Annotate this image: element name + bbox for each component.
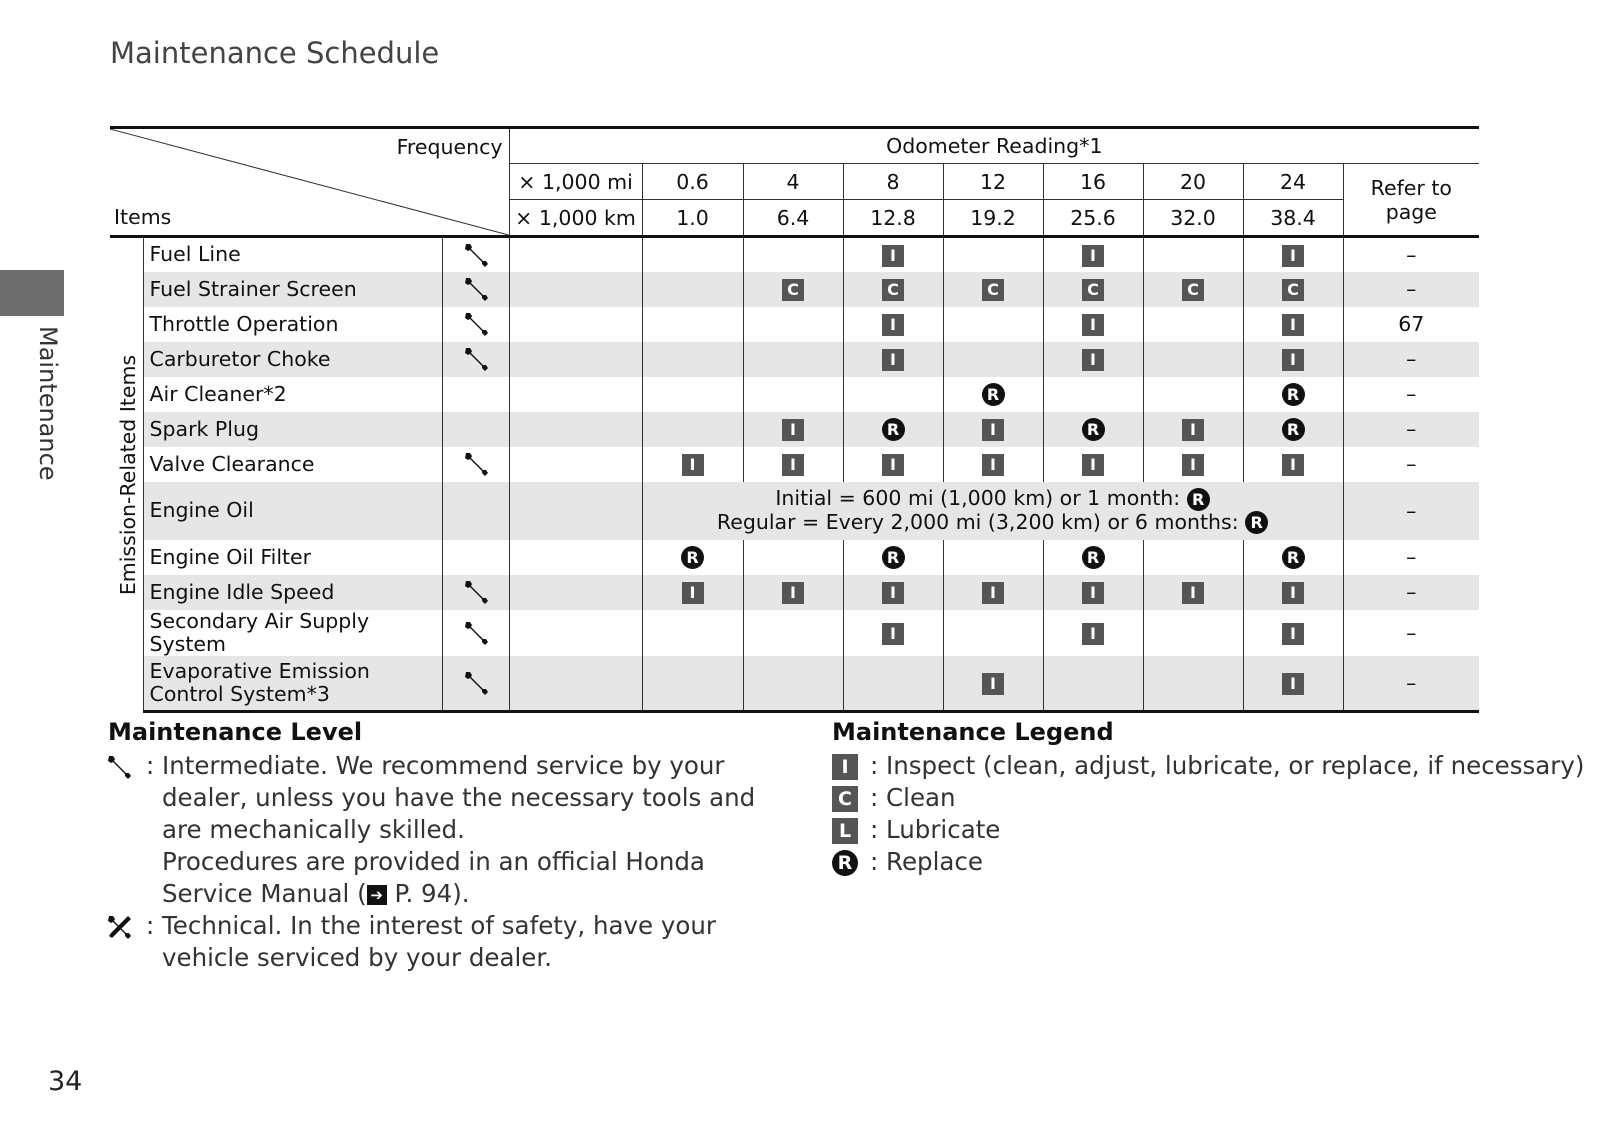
table-row <box>110 412 1479 447</box>
schedule-cell <box>843 610 943 656</box>
level-cell <box>442 610 509 656</box>
inspect-mark: I <box>882 349 904 371</box>
schedule-cell <box>743 412 843 447</box>
inspect-mark: I <box>882 623 904 645</box>
maintenance-legend-title: Maintenance Legend <box>832 718 1114 746</box>
mi-value: 24 <box>1243 164 1343 200</box>
clean-symbol-icon: C <box>832 786 858 812</box>
inspect-mark: I <box>1282 245 1304 267</box>
replace-mark: R <box>882 546 905 569</box>
schedule-cell <box>1043 540 1143 575</box>
schedule-cell <box>1143 610 1243 656</box>
schedule-cell <box>843 540 943 575</box>
item-name: Fuel Strainer Screen <box>143 272 442 307</box>
schedule-cell <box>1043 237 1143 272</box>
inspect-mark: I <box>1282 623 1304 645</box>
schedule-cell <box>943 307 1043 342</box>
arrow-reference-icon: ➔ <box>367 885 387 905</box>
item-name: Fuel Line <box>143 237 442 272</box>
schedule-cell <box>1043 447 1143 482</box>
table-row <box>110 377 1479 412</box>
schedule-cell <box>843 307 943 342</box>
level-cell <box>442 412 509 447</box>
refer-page: 67 <box>1398 312 1425 336</box>
schedule-cell <box>1243 575 1343 610</box>
technical-description: Technical. In the interest of safety, have your vehicle serviced by your dealer. <box>162 911 716 972</box>
level-cell <box>442 237 509 272</box>
schedule-cell <box>1243 656 1343 712</box>
inspect-mark: I <box>782 419 804 441</box>
schedule-cell <box>1243 540 1343 575</box>
legend-text: : Inspect (clean, adjust, lubricate, or replace, if necessary) <box>870 751 1585 780</box>
replace-mark: R <box>882 418 905 441</box>
refer-page: – <box>1406 545 1417 569</box>
items-label: Items <box>114 205 172 229</box>
maintenance-legend-section <box>832 750 1584 878</box>
group-label-cell <box>110 237 143 712</box>
refer-page: – <box>1343 412 1479 447</box>
schedule-cell <box>943 656 1043 712</box>
schedule-cell <box>1143 412 1243 447</box>
schedule-cell <box>1043 575 1143 610</box>
km-value: 25.6 <box>1043 200 1143 237</box>
unit-blank-cell <box>509 482 642 540</box>
clean-mark: C <box>882 279 904 301</box>
unit-blank-cell <box>509 610 642 656</box>
schedule-cell <box>1043 272 1143 307</box>
item-name: Evaporative Emission Control System*3 <box>143 656 442 712</box>
odometer-header: Odometer Reading*1 <box>509 128 1479 164</box>
unit-blank-cell <box>509 540 642 575</box>
schedule-cell <box>943 342 1043 377</box>
inspect-mark: I <box>982 419 1004 441</box>
replace-symbol-icon: R <box>832 850 858 876</box>
wrench-icon <box>463 276 489 300</box>
legend-text: : Replace <box>870 847 983 876</box>
schedule-cell <box>843 575 943 610</box>
schedule-cell <box>1243 307 1343 342</box>
legend-item <box>832 782 1584 814</box>
schedule-cell <box>743 342 843 377</box>
unit-blank-cell <box>509 447 642 482</box>
legend-item <box>832 814 1584 846</box>
inspect-mark: I <box>882 314 904 336</box>
refer-page: – <box>1343 272 1479 307</box>
mi-value: 16 <box>1043 164 1143 200</box>
wrench-icon <box>106 750 146 910</box>
schedule-cell <box>1043 342 1143 377</box>
schedule-cell <box>642 610 743 656</box>
lubricate-symbol-icon: L <box>832 818 858 844</box>
schedule-cell <box>943 412 1043 447</box>
km-value: 38.4 <box>1243 200 1343 237</box>
item-name: Engine Oil <box>143 482 442 540</box>
maintenance-level-title: Maintenance Level <box>108 718 363 746</box>
inspect-mark: I <box>1182 454 1204 476</box>
engine-oil-note: Initial = 600 mi (1,000 km) or 1 month: R Regular = Every 2,000 mi (3,200 km) or 6 months: R <box>642 482 1343 540</box>
level-cell <box>442 342 509 377</box>
table-row <box>110 272 1479 307</box>
schedule-cell <box>642 540 743 575</box>
schedule-cell <box>1243 447 1343 482</box>
wrench-icon <box>463 451 489 475</box>
schedule-cell <box>1143 342 1243 377</box>
schedule-cell <box>1043 656 1143 712</box>
table-row <box>110 656 1479 712</box>
section-label: Maintenance <box>34 326 62 481</box>
wrench-icon <box>463 346 489 370</box>
table-row <box>110 610 1479 656</box>
inspect-mark: I <box>1282 673 1304 695</box>
mi-value: 8 <box>843 164 943 200</box>
schedule-cell <box>1143 575 1243 610</box>
schedule-cell <box>943 575 1043 610</box>
schedule-cell <box>1143 307 1243 342</box>
schedule-cell <box>642 342 743 377</box>
km-unit: × 1,000 km <box>509 200 642 237</box>
frequency-label: Frequency <box>396 135 503 159</box>
level-cell <box>442 272 509 307</box>
schedule-cell <box>1243 412 1343 447</box>
schedule-cell <box>843 272 943 307</box>
inspect-mark: I <box>1082 454 1104 476</box>
schedule-cell <box>743 237 843 272</box>
schedule-cell <box>642 237 743 272</box>
unit-blank-cell <box>509 575 642 610</box>
inspect-mark: I <box>682 454 704 476</box>
table-row <box>110 447 1479 482</box>
page-number: 34 <box>48 1066 83 1097</box>
legend-text: : Clean <box>870 783 956 812</box>
level-cell <box>442 447 509 482</box>
intermediate-description: Intermediate. We recommend service by your dealer, unless you have the necessary tools and are mechanically skilled. Procedures are provided in an official Honda Service Manual ( ➔ P. 94). <box>162 751 756 908</box>
mi-value: 20 <box>1143 164 1243 200</box>
clean-mark: C <box>982 279 1004 301</box>
refer-page: – <box>1343 575 1479 610</box>
km-value: 12.8 <box>843 200 943 237</box>
inspect-mark: I <box>782 582 804 604</box>
schedule-cell <box>1143 377 1243 412</box>
schedule-cell <box>1043 610 1143 656</box>
unit-blank-cell <box>509 272 642 307</box>
schedule-cell <box>743 377 843 412</box>
inspect-mark: I <box>682 582 704 604</box>
schedule-cell <box>843 447 943 482</box>
schedule-cell <box>843 342 943 377</box>
clean-mark: C <box>1282 279 1304 301</box>
refer-page: – <box>1343 342 1479 377</box>
replace-mark: R <box>982 383 1005 406</box>
section-tab <box>0 270 64 316</box>
schedule-cell <box>642 377 743 412</box>
schedule-cell <box>642 447 743 482</box>
schedule-cell <box>642 575 743 610</box>
wrench-icon <box>463 579 489 603</box>
inspect-mark: I <box>1082 245 1104 267</box>
inspect-mark: I <box>982 454 1004 476</box>
item-name: Valve Clearance <box>143 447 442 482</box>
inspect-mark: I <box>1182 582 1204 604</box>
schedule-cell <box>843 377 943 412</box>
schedule-cell <box>743 610 843 656</box>
schedule-cell <box>642 307 743 342</box>
schedule-cell <box>1243 377 1343 412</box>
schedule-cell <box>1143 237 1243 272</box>
mi-value: 4 <box>743 164 843 200</box>
replace-mark: R <box>1082 546 1105 569</box>
inspect-mark: I <box>1282 314 1304 336</box>
refer-page: – <box>1406 382 1417 406</box>
schedule-cell <box>1143 272 1243 307</box>
inspect-symbol-icon: I <box>832 754 858 780</box>
legend-item <box>832 846 1584 878</box>
refer-page: – <box>1343 482 1479 540</box>
schedule-cell <box>1243 237 1343 272</box>
item-name: Engine Oil Filter <box>143 540 442 575</box>
unit-blank-cell <box>509 377 642 412</box>
replace-mark: R <box>1245 511 1268 534</box>
refer-page: – <box>1406 452 1417 476</box>
schedule-cell <box>642 656 743 712</box>
schedule-cell <box>843 656 943 712</box>
unit-blank-cell <box>509 656 642 712</box>
schedule-cell <box>743 307 843 342</box>
inspect-mark: I <box>782 454 804 476</box>
schedule-cell <box>743 575 843 610</box>
refer-page: – <box>1406 620 1417 645</box>
wrench-icon <box>463 670 489 694</box>
schedule-cell <box>743 540 843 575</box>
schedule-cell <box>943 540 1043 575</box>
inspect-mark: I <box>1082 349 1104 371</box>
unit-blank-cell <box>509 342 642 377</box>
replace-mark: R <box>1187 488 1210 511</box>
maintenance-level-section: : Intermediate. We recommend service by your dealer, unless you have the necessary tools and are mechanically skilled. Procedures are provided in an official Honda Service Manual ( ➔ P. 94). : Technical. In the interest of safety, have your vehicle serviced by your dealer. <box>106 750 766 974</box>
table-row <box>110 482 1479 540</box>
inspect-mark: I <box>1082 623 1104 645</box>
schedule-cell <box>843 237 943 272</box>
schedule-cell <box>1143 656 1243 712</box>
header-corner <box>110 128 509 237</box>
schedule-cell <box>943 272 1043 307</box>
replace-mark: R <box>1282 546 1305 569</box>
item-name: Air Cleaner*2 <box>143 377 442 412</box>
schedule-cell <box>743 656 843 712</box>
replace-mark: R <box>1082 418 1105 441</box>
inspect-mark: I <box>1182 419 1204 441</box>
schedule-cell <box>1243 272 1343 307</box>
schedule-cell <box>1043 412 1143 447</box>
inspect-mark: I <box>882 582 904 604</box>
mi-unit: × 1,000 mi <box>509 164 642 200</box>
level-cell <box>442 540 509 575</box>
schedule-cell <box>1143 447 1243 482</box>
refer-page: – <box>1343 656 1479 712</box>
level-cell <box>442 575 509 610</box>
crossed-tools-icon <box>106 910 146 974</box>
clean-mark: C <box>1182 279 1204 301</box>
level-cell <box>442 482 509 540</box>
schedule-cell <box>1143 540 1243 575</box>
table-row <box>110 237 1479 272</box>
unit-blank-cell <box>509 237 642 272</box>
unit-blank-cell <box>509 412 642 447</box>
mi-value: 0.6 <box>642 164 743 200</box>
schedule-cell <box>943 237 1043 272</box>
item-name: Spark Plug <box>143 412 442 447</box>
unit-blank-cell <box>509 307 642 342</box>
table-row <box>110 307 1479 342</box>
refer-page: – <box>1406 242 1417 267</box>
schedule-cell <box>943 610 1043 656</box>
schedule-cell <box>743 272 843 307</box>
replace-mark: R <box>681 546 704 569</box>
wrench-icon <box>463 620 489 644</box>
schedule-cell <box>843 412 943 447</box>
km-value: 32.0 <box>1143 200 1243 237</box>
legend-item <box>832 750 1584 782</box>
item-name: Carburetor Choke <box>143 342 442 377</box>
schedule-cell <box>943 377 1043 412</box>
table-row <box>110 342 1479 377</box>
inspect-mark: I <box>882 454 904 476</box>
km-value: 1.0 <box>642 200 743 237</box>
item-name: Throttle Operation <box>143 307 442 342</box>
emission-related-items-label: Emission-Related Items <box>116 354 140 595</box>
inspect-mark: I <box>882 245 904 267</box>
inspect-mark: I <box>1082 314 1104 336</box>
clean-mark: C <box>1082 279 1104 301</box>
table-row <box>110 575 1479 610</box>
refer-to-page-header: Refer to page <box>1343 164 1479 237</box>
legend-text: : Lubricate <box>870 815 1001 844</box>
item-name: Engine Idle Speed <box>143 575 442 610</box>
inspect-mark: I <box>1082 582 1104 604</box>
wrench-icon <box>463 242 489 266</box>
clean-mark: C <box>782 279 804 301</box>
schedule-cell <box>1243 342 1343 377</box>
inspect-mark: I <box>982 673 1004 695</box>
km-value: 6.4 <box>743 200 843 237</box>
page-title: Maintenance Schedule <box>110 36 440 70</box>
inspect-mark: I <box>1282 454 1304 476</box>
replace-mark: R <box>1282 418 1305 441</box>
level-cell <box>442 307 509 342</box>
km-value: 19.2 <box>943 200 1043 237</box>
level-cell <box>442 656 509 712</box>
schedule-cell <box>642 272 743 307</box>
schedule-cell <box>1243 610 1343 656</box>
item-name: Secondary Air Supply System <box>143 610 442 656</box>
schedule-cell <box>743 447 843 482</box>
schedule-cell <box>1043 377 1143 412</box>
replace-mark: R <box>1282 383 1305 406</box>
inspect-mark: I <box>1282 582 1304 604</box>
inspect-mark: I <box>982 582 1004 604</box>
level-cell <box>442 377 509 412</box>
schedule-cell <box>1043 307 1143 342</box>
schedule-cell <box>642 412 743 447</box>
maintenance-schedule-table <box>110 126 1479 713</box>
table-row <box>110 540 1479 575</box>
wrench-icon <box>463 311 489 335</box>
inspect-mark: I <box>1282 349 1304 371</box>
mi-value: 12 <box>943 164 1043 200</box>
schedule-cell <box>943 447 1043 482</box>
